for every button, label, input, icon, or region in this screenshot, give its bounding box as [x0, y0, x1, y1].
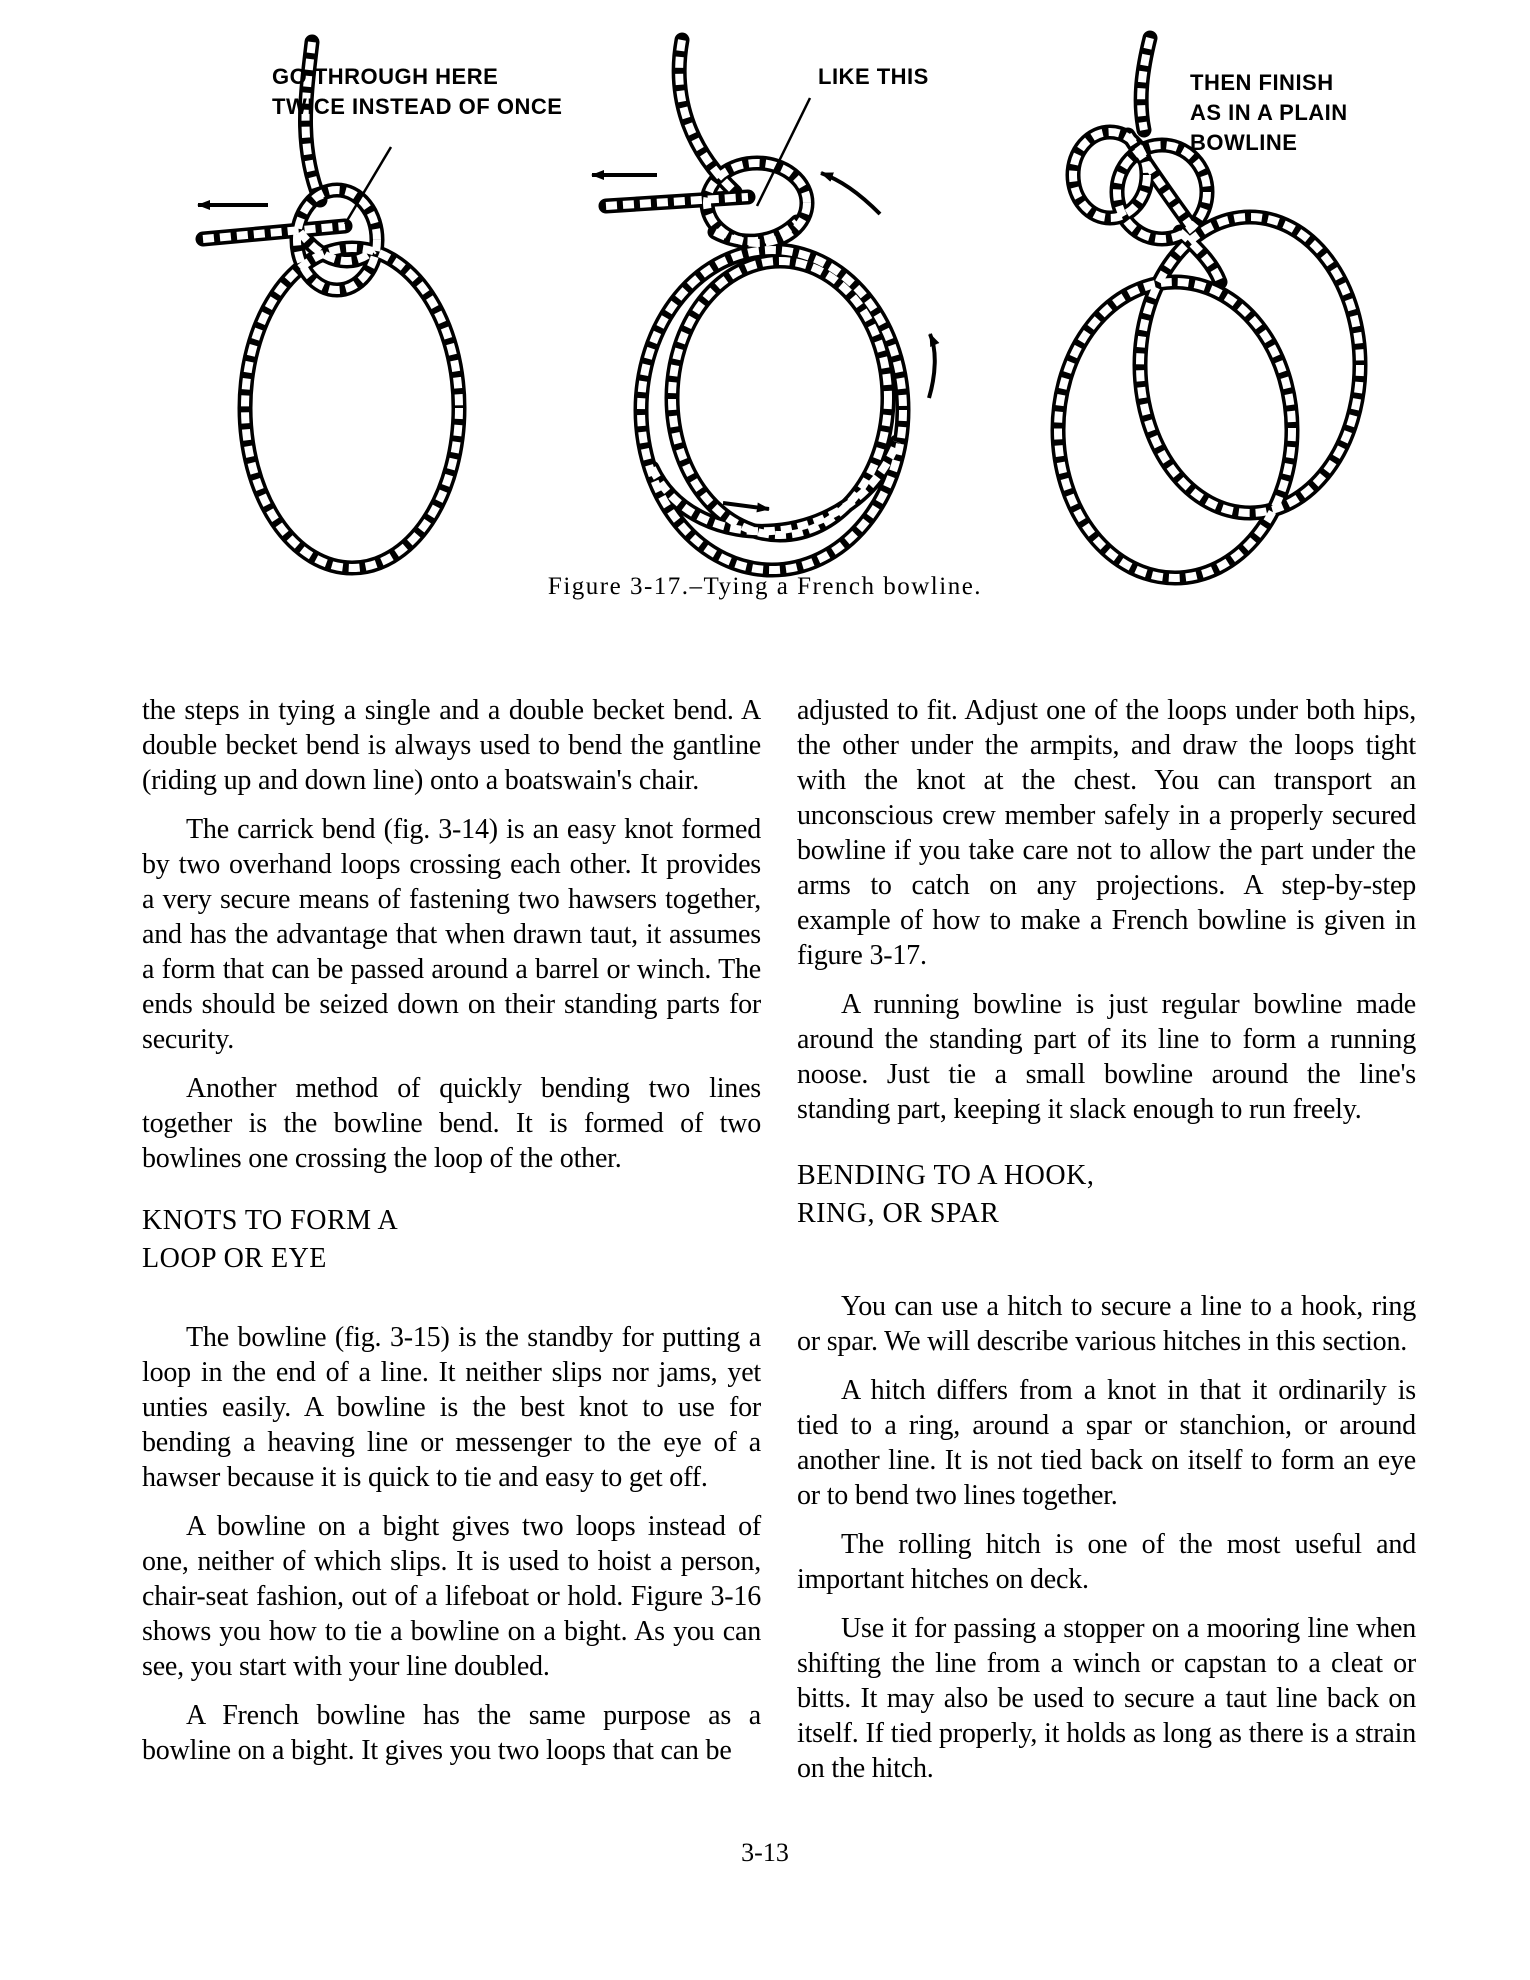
paragraph: adjusted to fit. Adjust one of the loops under both hips, the other under the armpits, and draw the loops tight with the knot at the chest. You can transport an unconscious crew member safely in a properly secured bowline if you take care not to allow the part under the arms to catch on any projections. A step-by-step example of how to make a French bowline is given in figure 3-17. — [797, 695, 1416, 971]
right-column — [797, 693, 1416, 1800]
paragraph: The bowline (fig. 3-15) is the standby for putting a loop in the end of a line. It neither slips nor jams, yet unties easily. A bowline is the best knot to use for bending a heaving line or messenger to the eye of a hawser because it is quick to tie and easy to get off. — [142, 1322, 761, 1493]
bottom-direction-arrow — [723, 503, 769, 509]
figure-label-step3: AS IN A PLAIN — [1190, 100, 1348, 125]
section-heading-line: KNOTS TO FORM A — [142, 1205, 399, 1236]
section-heading — [797, 1157, 1416, 1233]
section-heading-line: BENDING TO A HOOK, — [797, 1160, 1095, 1191]
french-bowline-figure — [0, 0, 1530, 612]
paragraph: A French bowline has the same purpose as a bowline on a bight. It gives you two loops that can be — [142, 1700, 761, 1766]
knot-step3-illustration — [1058, 38, 1360, 578]
paragraph: You can use a hitch to secure a line to a hook, ring or spar. We will describe various hitches in this section. — [797, 1291, 1416, 1357]
paragraph: Another method of quickly bending two lines together is the bowline bend. It is formed of two bowlines one crossing the loop of the other. — [142, 1073, 761, 1174]
wrap-direction-arrow — [821, 173, 880, 214]
paragraph: the steps in tying a single and a double becket bend. A double becket bend is always used to bend the gantline (riding up and down line) onto a boatswain's chair. — [142, 695, 761, 796]
section-heading-line: LOOP OR EYE — [142, 1243, 327, 1274]
figure-3-17 — [0, 0, 1530, 612]
paragraph: A bowline on a bight gives two loops instead of one, neither of which slips. It is used to hoist a person, chair-seat fashion, out of a lifeboat or hold. Figure 3-16 shows you how to tie a bowline on a bight. As you can see, you start with your line doubled. — [142, 1511, 761, 1682]
section-heading — [142, 1202, 761, 1278]
figure-label-step1: TWICE INSTEAD OF ONCE — [272, 94, 563, 119]
page-number: 3-13 — [741, 1838, 789, 1867]
paragraph: Use it for passing a stopper on a mooring line when shifting the line from a winch or capstan to a cleat or bitts. It may also be used to secure a taut line back on itself. If tied properly, it holds as long as there is a strain on the hitch. — [797, 1613, 1416, 1784]
body-text — [142, 693, 1416, 1800]
paragraph: The carrick bend (fig. 3-14) is an easy knot formed by two overhand loops crossing each other. It provides a very secure means of fastening two hawsers together, and has the advantage that when drawn taut, it assumes a form that can be passed around a barrel or winch. The ends should be seized down on their standing parts for security. — [142, 814, 761, 1055]
knot-step1-illustration — [198, 42, 562, 568]
section-heading-line: RING, OR SPAR — [797, 1198, 1000, 1229]
up-direction-arrow — [929, 334, 935, 398]
left-column — [142, 693, 761, 1800]
paragraph: A hitch differs from a knot in that it ordinarily is tied to a ring, around a spar or stanchion, or around another line. It is not tied back on itself to form an eye or to bend two lines together. — [797, 1375, 1416, 1511]
paragraph: A running bowline is just regular bowline made around the standing part of its line to form a running noose. Just tie a small bowline around the line's standing part, keeping it slack enough to run freely. — [797, 989, 1416, 1125]
figure-label-step3: THEN FINISH — [1190, 70, 1334, 95]
figure-label-step3: BOWLINE — [1190, 130, 1298, 155]
figure-label-step1: GO THROUGH HERE — [272, 64, 499, 89]
figure-caption: Figure 3-17.–Tying a French bowline. — [547, 573, 983, 600]
knot-step2-illustration — [592, 40, 935, 570]
figure-label-step2: LIKE THIS — [818, 64, 929, 89]
paragraph: The rolling hitch is one of the most useful and important hitches on deck. — [797, 1529, 1416, 1595]
